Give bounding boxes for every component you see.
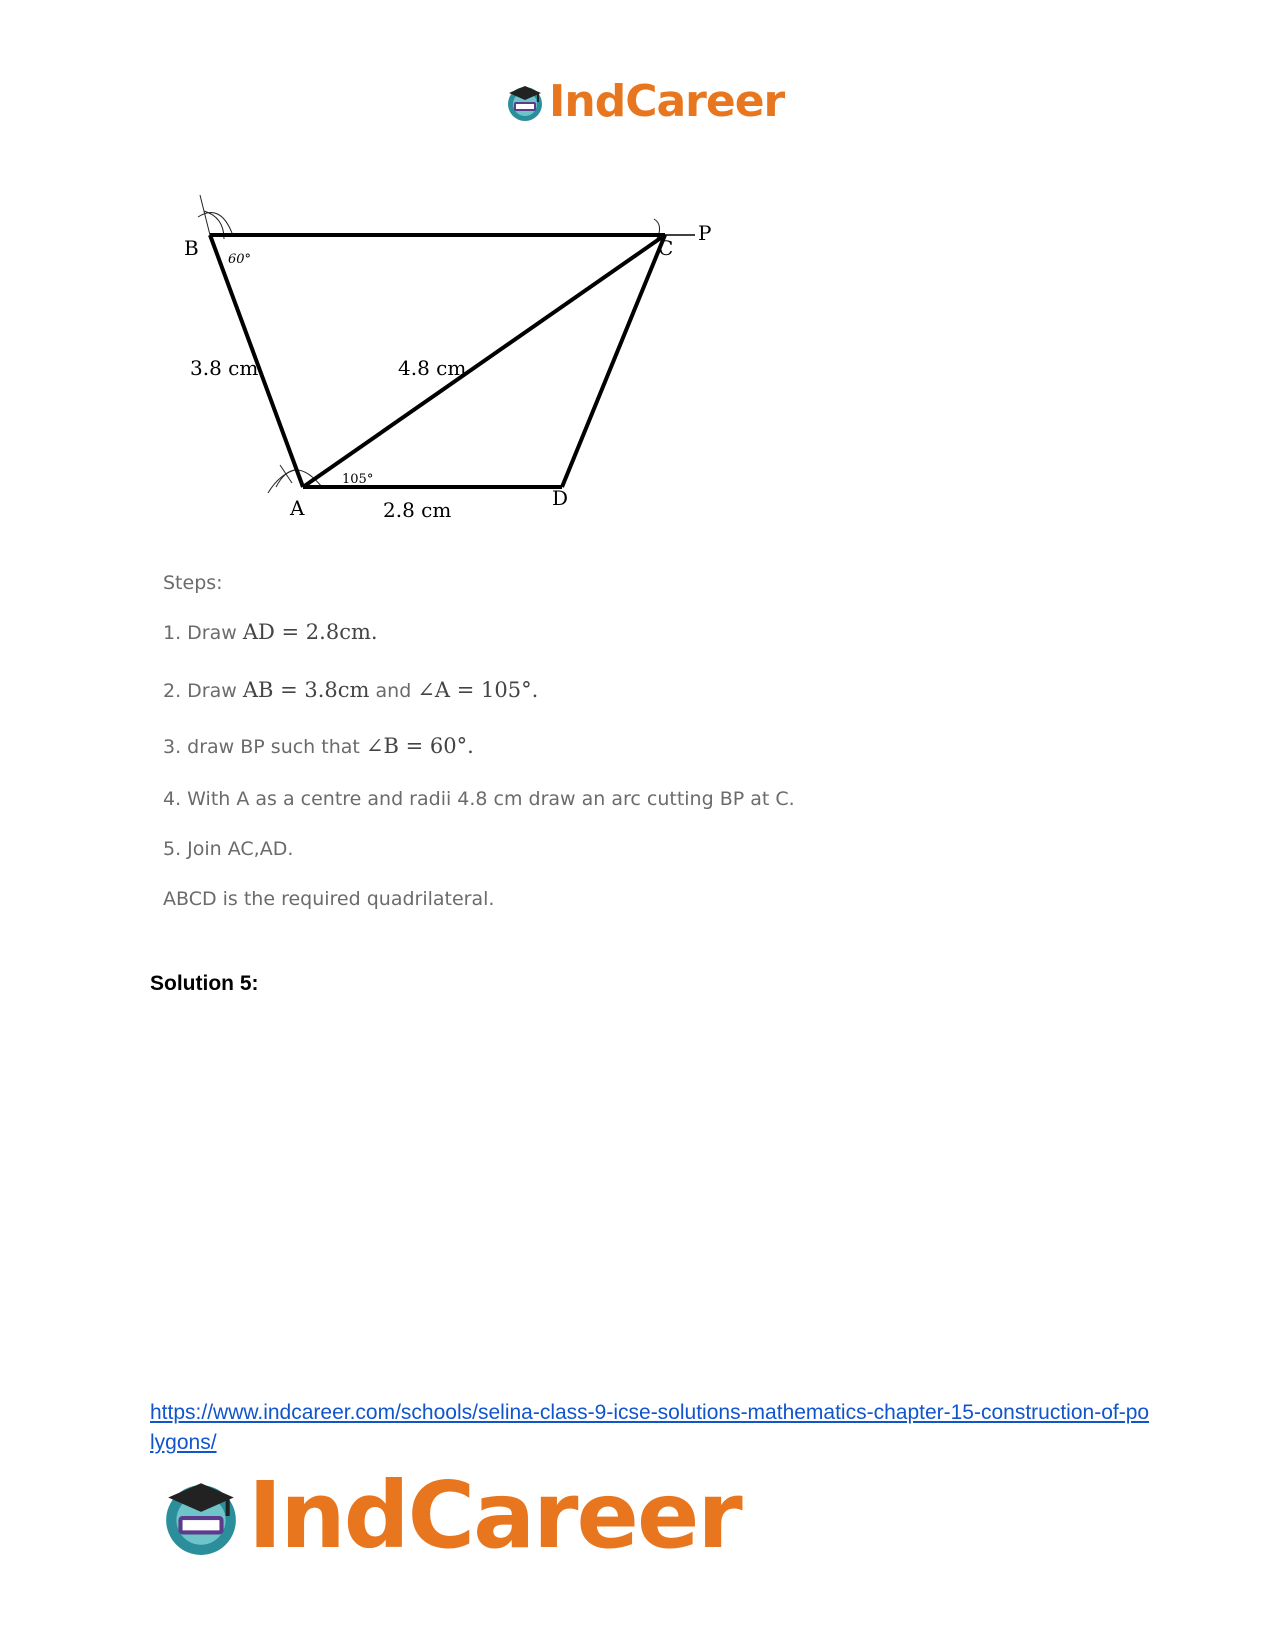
step-conclusion: ABCD is the required quadrilateral.: [163, 888, 495, 910]
step-2-joiner: and: [375, 680, 412, 702]
point-label-a: A: [290, 496, 305, 520]
step-3-prefix: 3. draw BP such that: [163, 736, 360, 758]
source-link[interactable]: https://www.indcareer.com/schools/selina-class-9-icse-solutions-mathematics-chapter-15-construction-of-polygons/: [150, 1401, 1150, 1454]
step-2: [163, 678, 538, 702]
step-5: 5. Join AC,AD.: [163, 838, 294, 860]
brand-name: IndCareer: [248, 1462, 741, 1569]
label-angle-b: 60°: [228, 252, 252, 267]
point-label-b: B: [184, 236, 199, 260]
label-ac-length: 4.8 cm: [398, 356, 467, 380]
graduation-cap-globe-icon: [505, 82, 545, 122]
step-2-math-1: AB = 3.8cm: [242, 678, 370, 702]
diagonal-ac: [303, 235, 665, 487]
step-3: [163, 734, 474, 758]
brand-logo-bottom: [160, 1462, 741, 1569]
step-1-prefix: 1. Draw: [163, 622, 237, 644]
solution-heading: Solution 5:: [150, 972, 259, 995]
step-2-math-2: ∠A = 105°.: [417, 678, 539, 702]
step-4: 4. With A as a centre and radii 4.8 cm draw an arc cutting BP at C.: [163, 788, 795, 810]
brand-name: IndCareer: [549, 76, 785, 127]
point-label-p: P: [698, 221, 712, 245]
point-label-d: D: [552, 486, 569, 510]
construction-arc-a3: [268, 469, 298, 493]
step-2-prefix: 2. Draw: [163, 680, 237, 702]
label-ab-length: 3.8 cm: [190, 356, 259, 380]
graduation-cap-globe-icon: [160, 1475, 242, 1557]
label-ad-length: 2.8 cm: [383, 498, 452, 522]
steps-heading: Steps:: [163, 572, 223, 594]
step-1: [163, 620, 378, 644]
step-3-math: ∠B = 60°.: [365, 734, 474, 758]
point-label-c: C: [658, 236, 674, 260]
construction-arc-b2: [198, 213, 232, 233]
label-angle-a: 105°: [342, 472, 374, 487]
construction-figure: [180, 195, 740, 535]
step-1-math: AD = 2.8cm.: [242, 620, 378, 644]
brand-logo-top: [505, 76, 785, 127]
